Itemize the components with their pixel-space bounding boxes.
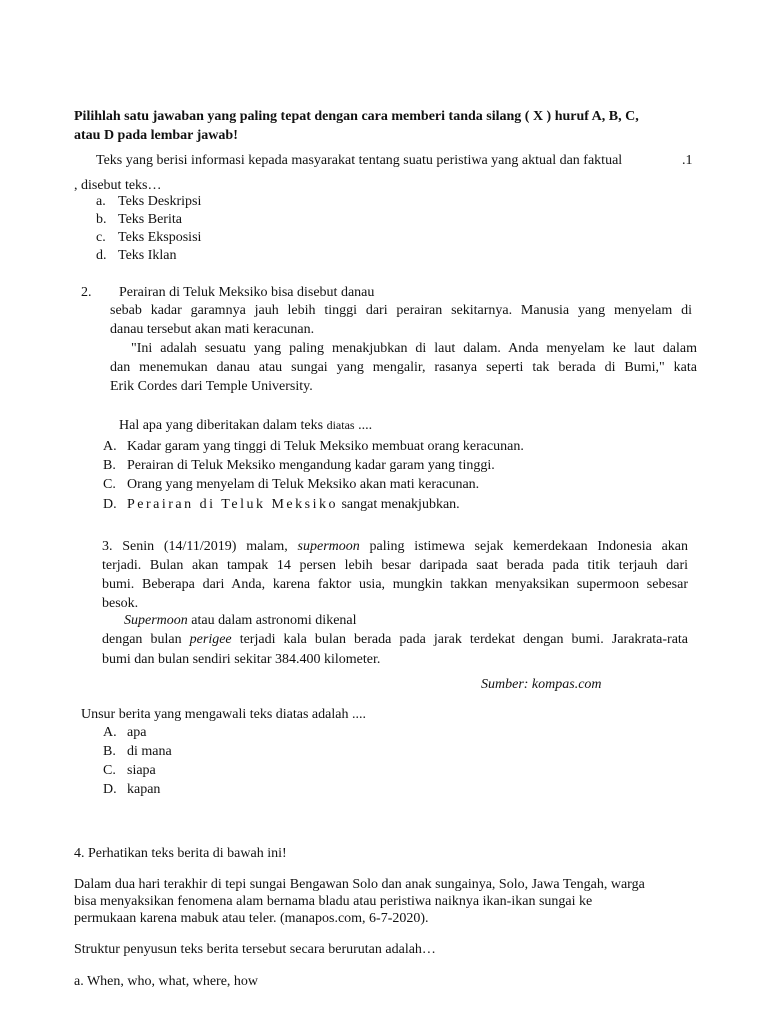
option-text: Teks Iklan (118, 248, 177, 263)
option-label: B. (103, 744, 116, 759)
option-text: Teks Berita (118, 212, 182, 227)
option-text: Teks Deskripsi (118, 194, 202, 209)
option-label: a. (96, 194, 106, 209)
q4-paragraph-line-2: bisa menyaksikan fenomena alam bernama bladu atau peristiwa naiknya ikan-ikan sungai ke (74, 894, 593, 909)
q2-number: 2. (81, 285, 92, 300)
q3-option-d[interactable] (103, 780, 160, 799)
q3-option-a[interactable] (103, 723, 146, 742)
q1-option-c[interactable] (96, 228, 201, 247)
q1-text: Teks yang berisi informasi kepada masyarakat tentang suatu peristiwa yang aktual dan faktual (96, 153, 623, 168)
option-label: B. (103, 458, 116, 473)
option-label: A. (103, 725, 117, 740)
q2-paragraph-line-1: sebab kadar garamnya jauh lebih tinggi dari perairan sekitarnya. Manusia yang menyelam di (110, 303, 692, 318)
instruction-line-1: Pilihlah satu jawaban yang paling tepat dengan cara memberi tanda silang ( X ) huruf A, B, C, (74, 109, 639, 124)
option-label: d. (96, 248, 107, 263)
q2-question: Hal apa yang diberitakan dalam teks diatas .... (119, 418, 373, 433)
q1-option-b[interactable] (96, 210, 182, 229)
q3-line-4: besok. (102, 596, 139, 611)
option-label: D. (103, 782, 117, 797)
q3-question: Unsur berita yang mengawali teks diatas adalah .... (81, 707, 366, 722)
q2-option-a[interactable] (103, 437, 524, 456)
q3-line-3: bumi. Beberapa dari Anda, karena faktor usia, mungkin takkan menyaksikan supermoon sebesar (102, 577, 688, 592)
option-label: b. (96, 212, 107, 227)
q2-quote-line-1: "Ini adalah sesuatu yang paling menakjubkan di laut dalam. Anda menyelam ke laut dalam (131, 341, 697, 356)
option-text: sangat menakjubkan. (341, 497, 460, 512)
option-text: apa (127, 725, 147, 740)
q2-quote-line-2: dan menemukan danau atau sungai yang mengalir, rasanya seperti tak berada di Bumi," kata (110, 360, 697, 375)
q2-option-d[interactable] (103, 495, 460, 514)
option-label: C. (103, 477, 116, 492)
option-text: Orang yang menyelam di Teluk Meksiko akan mati keracunan. (127, 477, 480, 492)
option-label: C. (103, 763, 116, 778)
q3-line-6: dengan bulan perigee terjadi kala bulan berada pada jarak terdekat dengan bumi. Jarakrata-rata (102, 632, 689, 647)
q4-paragraph-line-3: permukaan karena mabuk atau teler. (manapos.com, 6-7-2020). (74, 911, 429, 926)
q2-paragraph-line-2: danau tersebut akan mati keracunan. (110, 322, 315, 337)
option-label: D. (103, 497, 117, 512)
q1-continuation: , disebut teks… (74, 178, 162, 193)
q1-option-a[interactable] (96, 192, 201, 211)
option-text: kapan (127, 782, 161, 797)
q4-title: 4. Perhatikan teks berita di bawah ini! (74, 846, 287, 861)
q3-line-7: bumi dan bulan sendiri sekitar 384.400 kilometer. (102, 652, 381, 667)
q1-option-d[interactable] (96, 246, 177, 265)
q3-line-1: 3. Senin (14/11/2019) malam, supermoon paling istimewa sejak kemerdekaan Indonesia akan (102, 539, 689, 554)
q2-option-c[interactable] (103, 475, 479, 494)
q1-number: .1 (682, 153, 693, 168)
option-label: c. (96, 230, 106, 245)
option-text: Perairan di Teluk Meksiko mengandung kadar garam yang tinggi. (127, 458, 495, 473)
option-text: Kadar garam yang tinggi di Teluk Meksiko membuat orang keracunan. (127, 439, 524, 454)
option-text: siapa (127, 763, 156, 778)
option-text: Teks Eksposisi (118, 230, 202, 245)
q4-question: Struktur penyusun teks berita tersebut secara berurutan adalah… (74, 942, 436, 957)
q4-paragraph-line-1: Dalam dua hari terakhir di tepi sungai Bengawan Solo dan anak sungainya, Solo, Jawa Tengah, warga (74, 877, 645, 892)
option-text-spaced: Perairan di Teluk Meksiko (127, 497, 338, 512)
q2-lead: Perairan di Teluk Meksiko bisa disebut danau (119, 285, 375, 300)
q3-option-c[interactable] (103, 761, 156, 780)
instruction-line-2: atau D pada lembar jawab! (74, 128, 238, 143)
q3-line-5: Supermoon atau dalam astronomi dikenal (124, 613, 357, 628)
option-label: A. (103, 439, 117, 454)
option-text: di mana (127, 744, 172, 759)
q3-option-b[interactable] (103, 742, 172, 761)
q2-quote-line-3: Erik Cordes dari Temple University. (110, 379, 313, 394)
q2-option-b[interactable] (103, 456, 495, 475)
q3-line-2: terjadi. Bulan akan tampak 14 persen lebih besar daripada saat berada pada titik terjauh dari (102, 558, 688, 573)
q4-option-a[interactable]: a. When, who, what, where, how (74, 974, 259, 989)
q3-source: Sumber: kompas.com (481, 677, 602, 692)
